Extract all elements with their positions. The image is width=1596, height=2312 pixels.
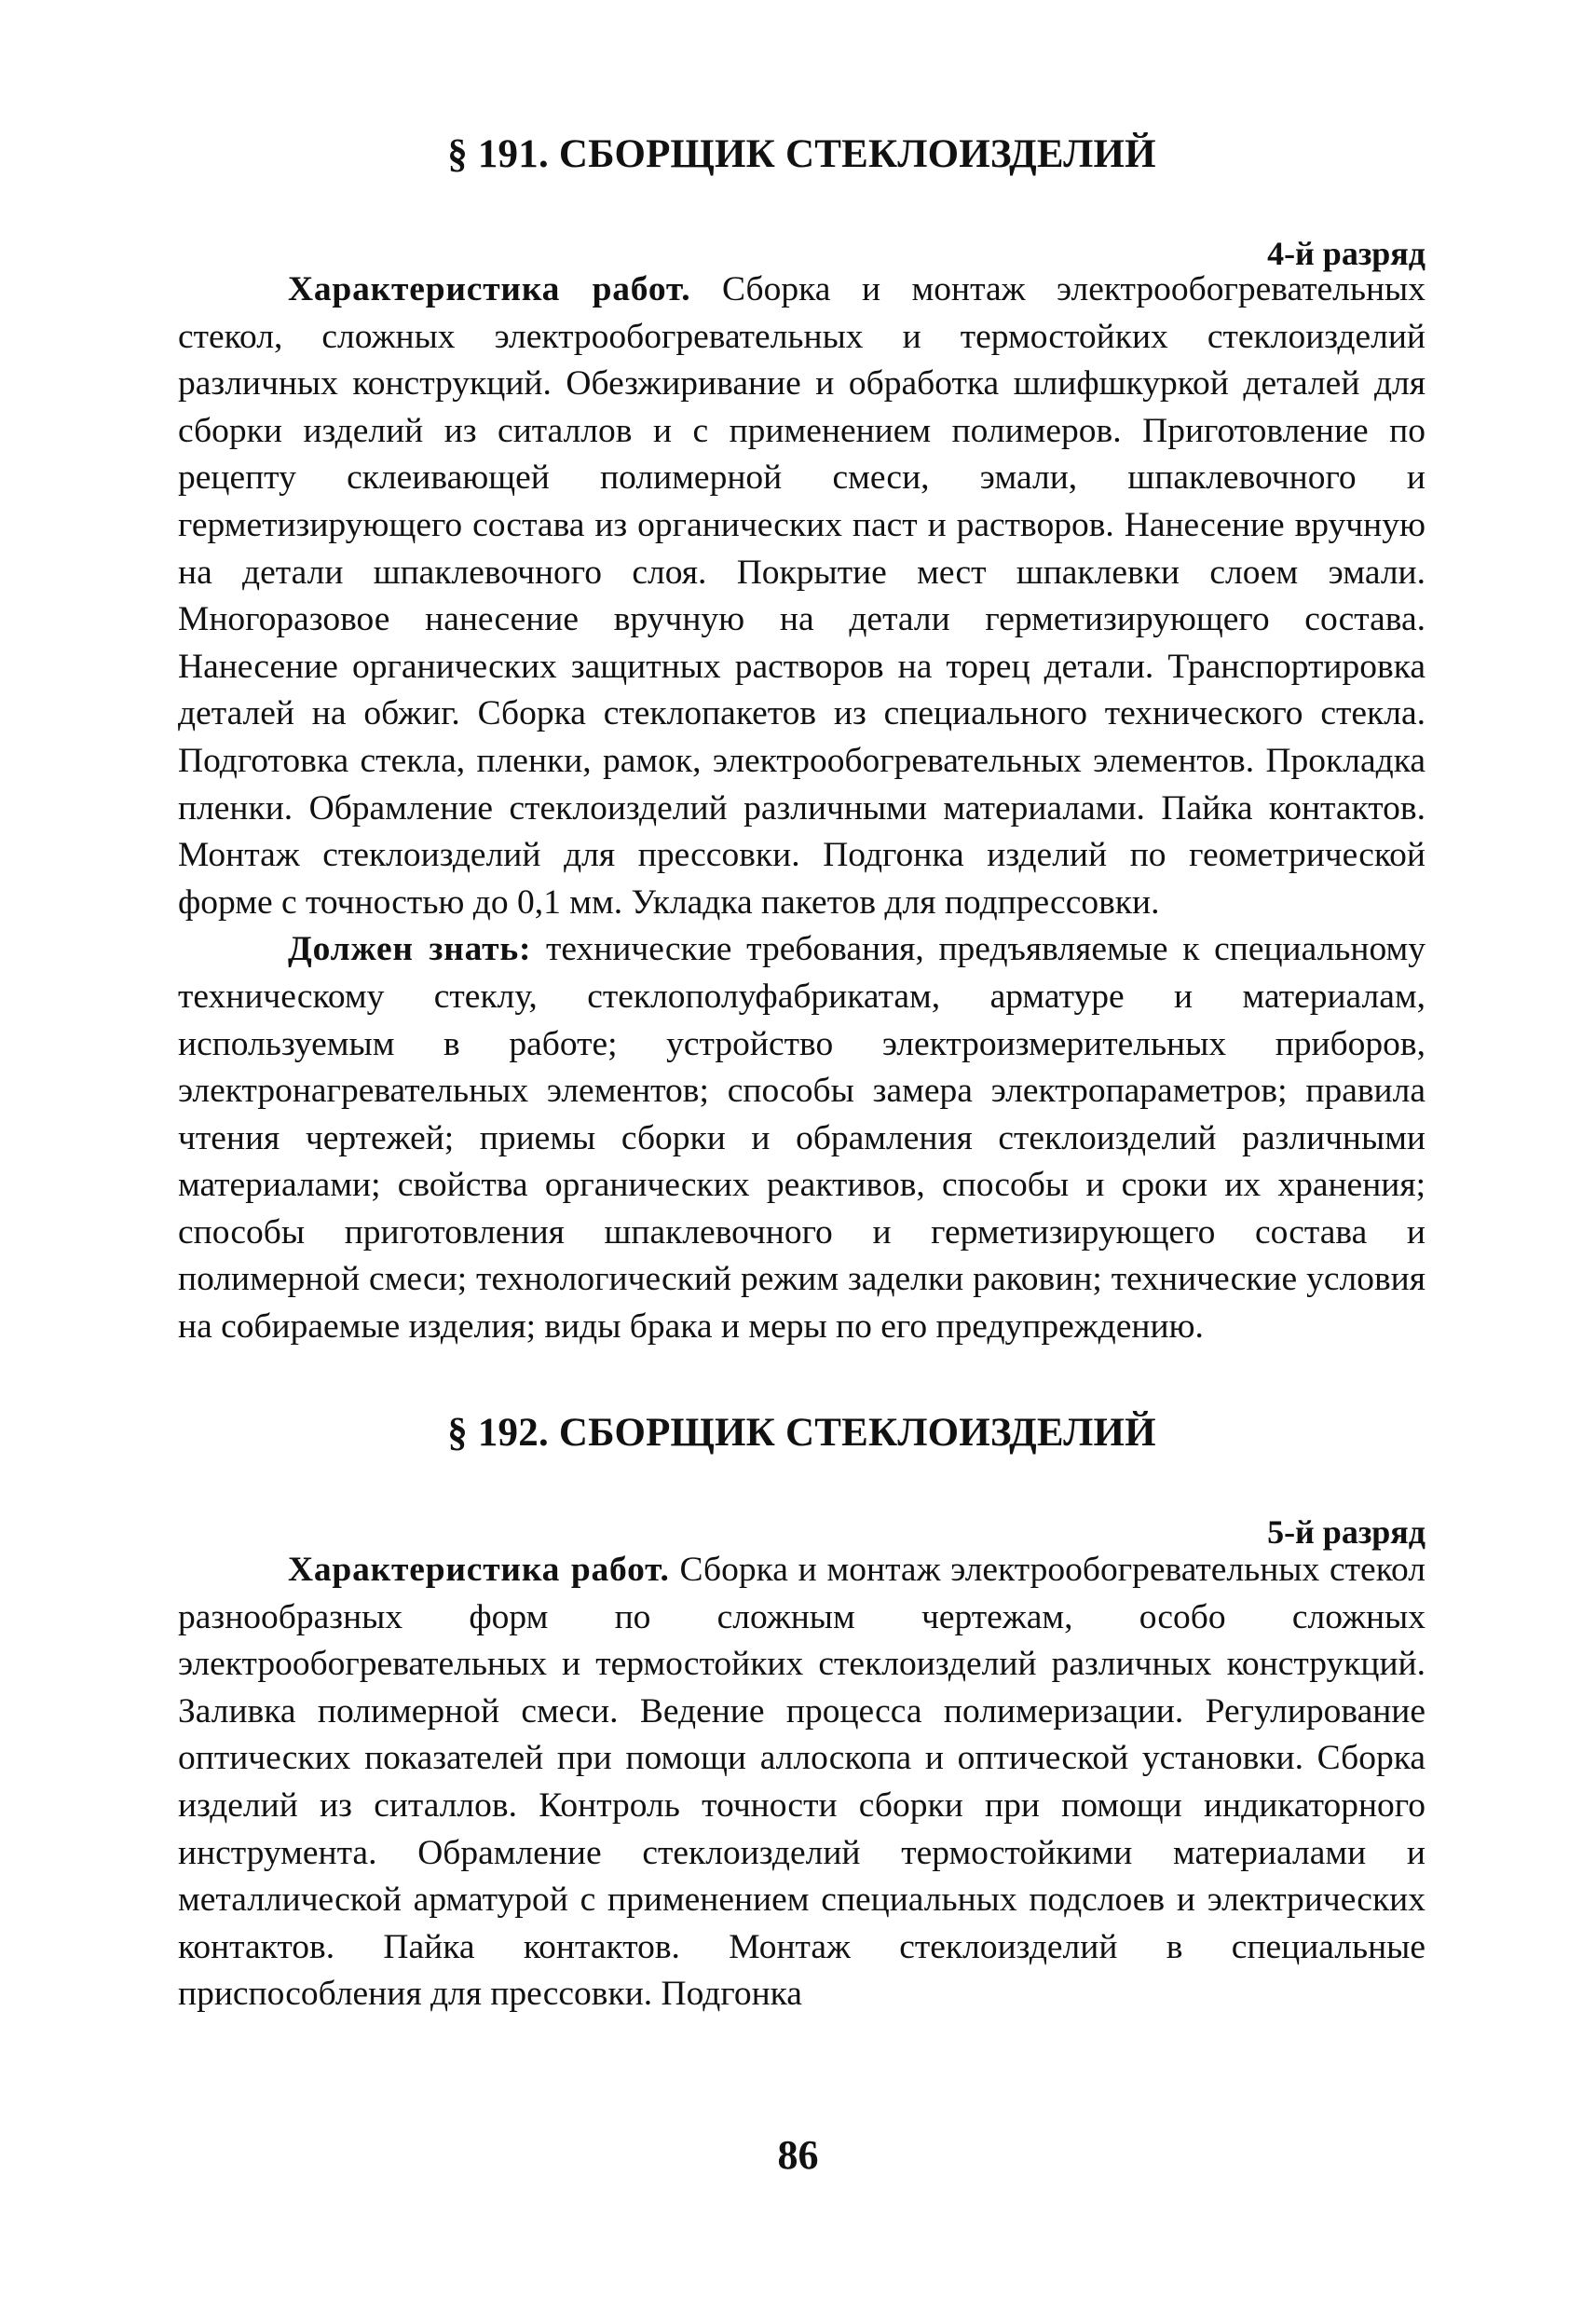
section-192-heading: § 192. СБОРЩИК СТЕКЛОИЗДЕЛИЙ (447, 1411, 1156, 1455)
section-191-work-characteristics (178, 267, 1425, 926)
page-number: 86 (777, 2132, 819, 2178)
required-knowledge-text: технические требования, предъявляемые к специальному техническому стеклу, стеклополуфабрикатам, арматуре и материалам, используемым в работе; устройство электроизмерительных приборов, электронагревательных элементов; способы замера электропараметров; правила чтения чертежей; приемы сборки и обрамления стеклоизделий различными материалами; свойства органических реактивов, способы и сроки их хранения; способы приготовления шпаклевочного и герметизирующего состава и полимерной смеси; технологический режим заделки раковин; технические условия на собираемые изделия; виды брака и меры по его предупреждению. (178, 930, 1425, 1347)
work-characteristics-label: Характеристика работ. (288, 1551, 670, 1589)
section-191-body (178, 267, 1425, 1351)
section-192-rank: 5-й разряд (1267, 1513, 1425, 1551)
work-characteristics-text: Сборка и монтаж электрообогревательных стекол, сложных электрообогревательных и термостойких стеклоизделий различных конструкций. Обезжиривание и обработка шлифшкуркой деталей для сборки изделий из ситаллов и с применением полимеров. Приготовление по рецепту склеивающей полимерной смеси, эмали, шпаклевочного и герметизирующего состава из органических паст и растворов. Нанесение вручную на детали шпаклевочного слоя. Покрытие мест шпаклевки слоем эмали. Многоразовое нанесение вручную на детали герметизирующего состава. Нанесение органических защитных растворов на торец детали. Транспортировка деталей на обжиг. Сборка стеклопакетов из специального технического стекла. Подготовка стекла, пленки, рамок, электрообогревательных элементов. Прокладка пленки. Обрамление стеклоизделий различными материалами. Пайка контактов. Монтаж стеклоизделий для прессовки. Подгонка изделий по геометрической форме с точностью до 0,1 мм. Укладка пакетов для подпрессовки. (178, 270, 1426, 922)
section-191-rank: 4-й разряд (1267, 235, 1425, 272)
required-knowledge-label: Должен знать: (288, 930, 532, 969)
section-191-heading: § 191. СБОРЩИК СТЕКЛОИЗДЕЛИЙ (447, 132, 1156, 176)
section-192-work-characteristics (178, 1547, 1425, 2018)
section-192-body (178, 1547, 1425, 2018)
section-191-required-knowledge (178, 926, 1425, 1350)
work-characteristics-label: Характеристика работ. (288, 270, 691, 308)
work-characteristics-text: Сборка и монтаж электрообогревательных стекол разнообразных форм по сложным чертежам, особо сложных электрообогревательных и термостойких стеклоизделий различных конструкций. Заливка полимерной смеси. Ведение процесса полимеризации. Регулирование оптических показателей при помощи аллоскопа и оптической установки. Сборка изделий из ситаллов. Контроль точности сборки при помощи индикаторного инструмента. Обрамление стеклоизделий термостойкими материалами и металлической арматурой с применением специальных подслоев и электрических контактов. Пайка контактов. Монтаж стеклоизделий в специальные приспособления для прессовки. Подгонка (178, 1551, 1425, 2014)
